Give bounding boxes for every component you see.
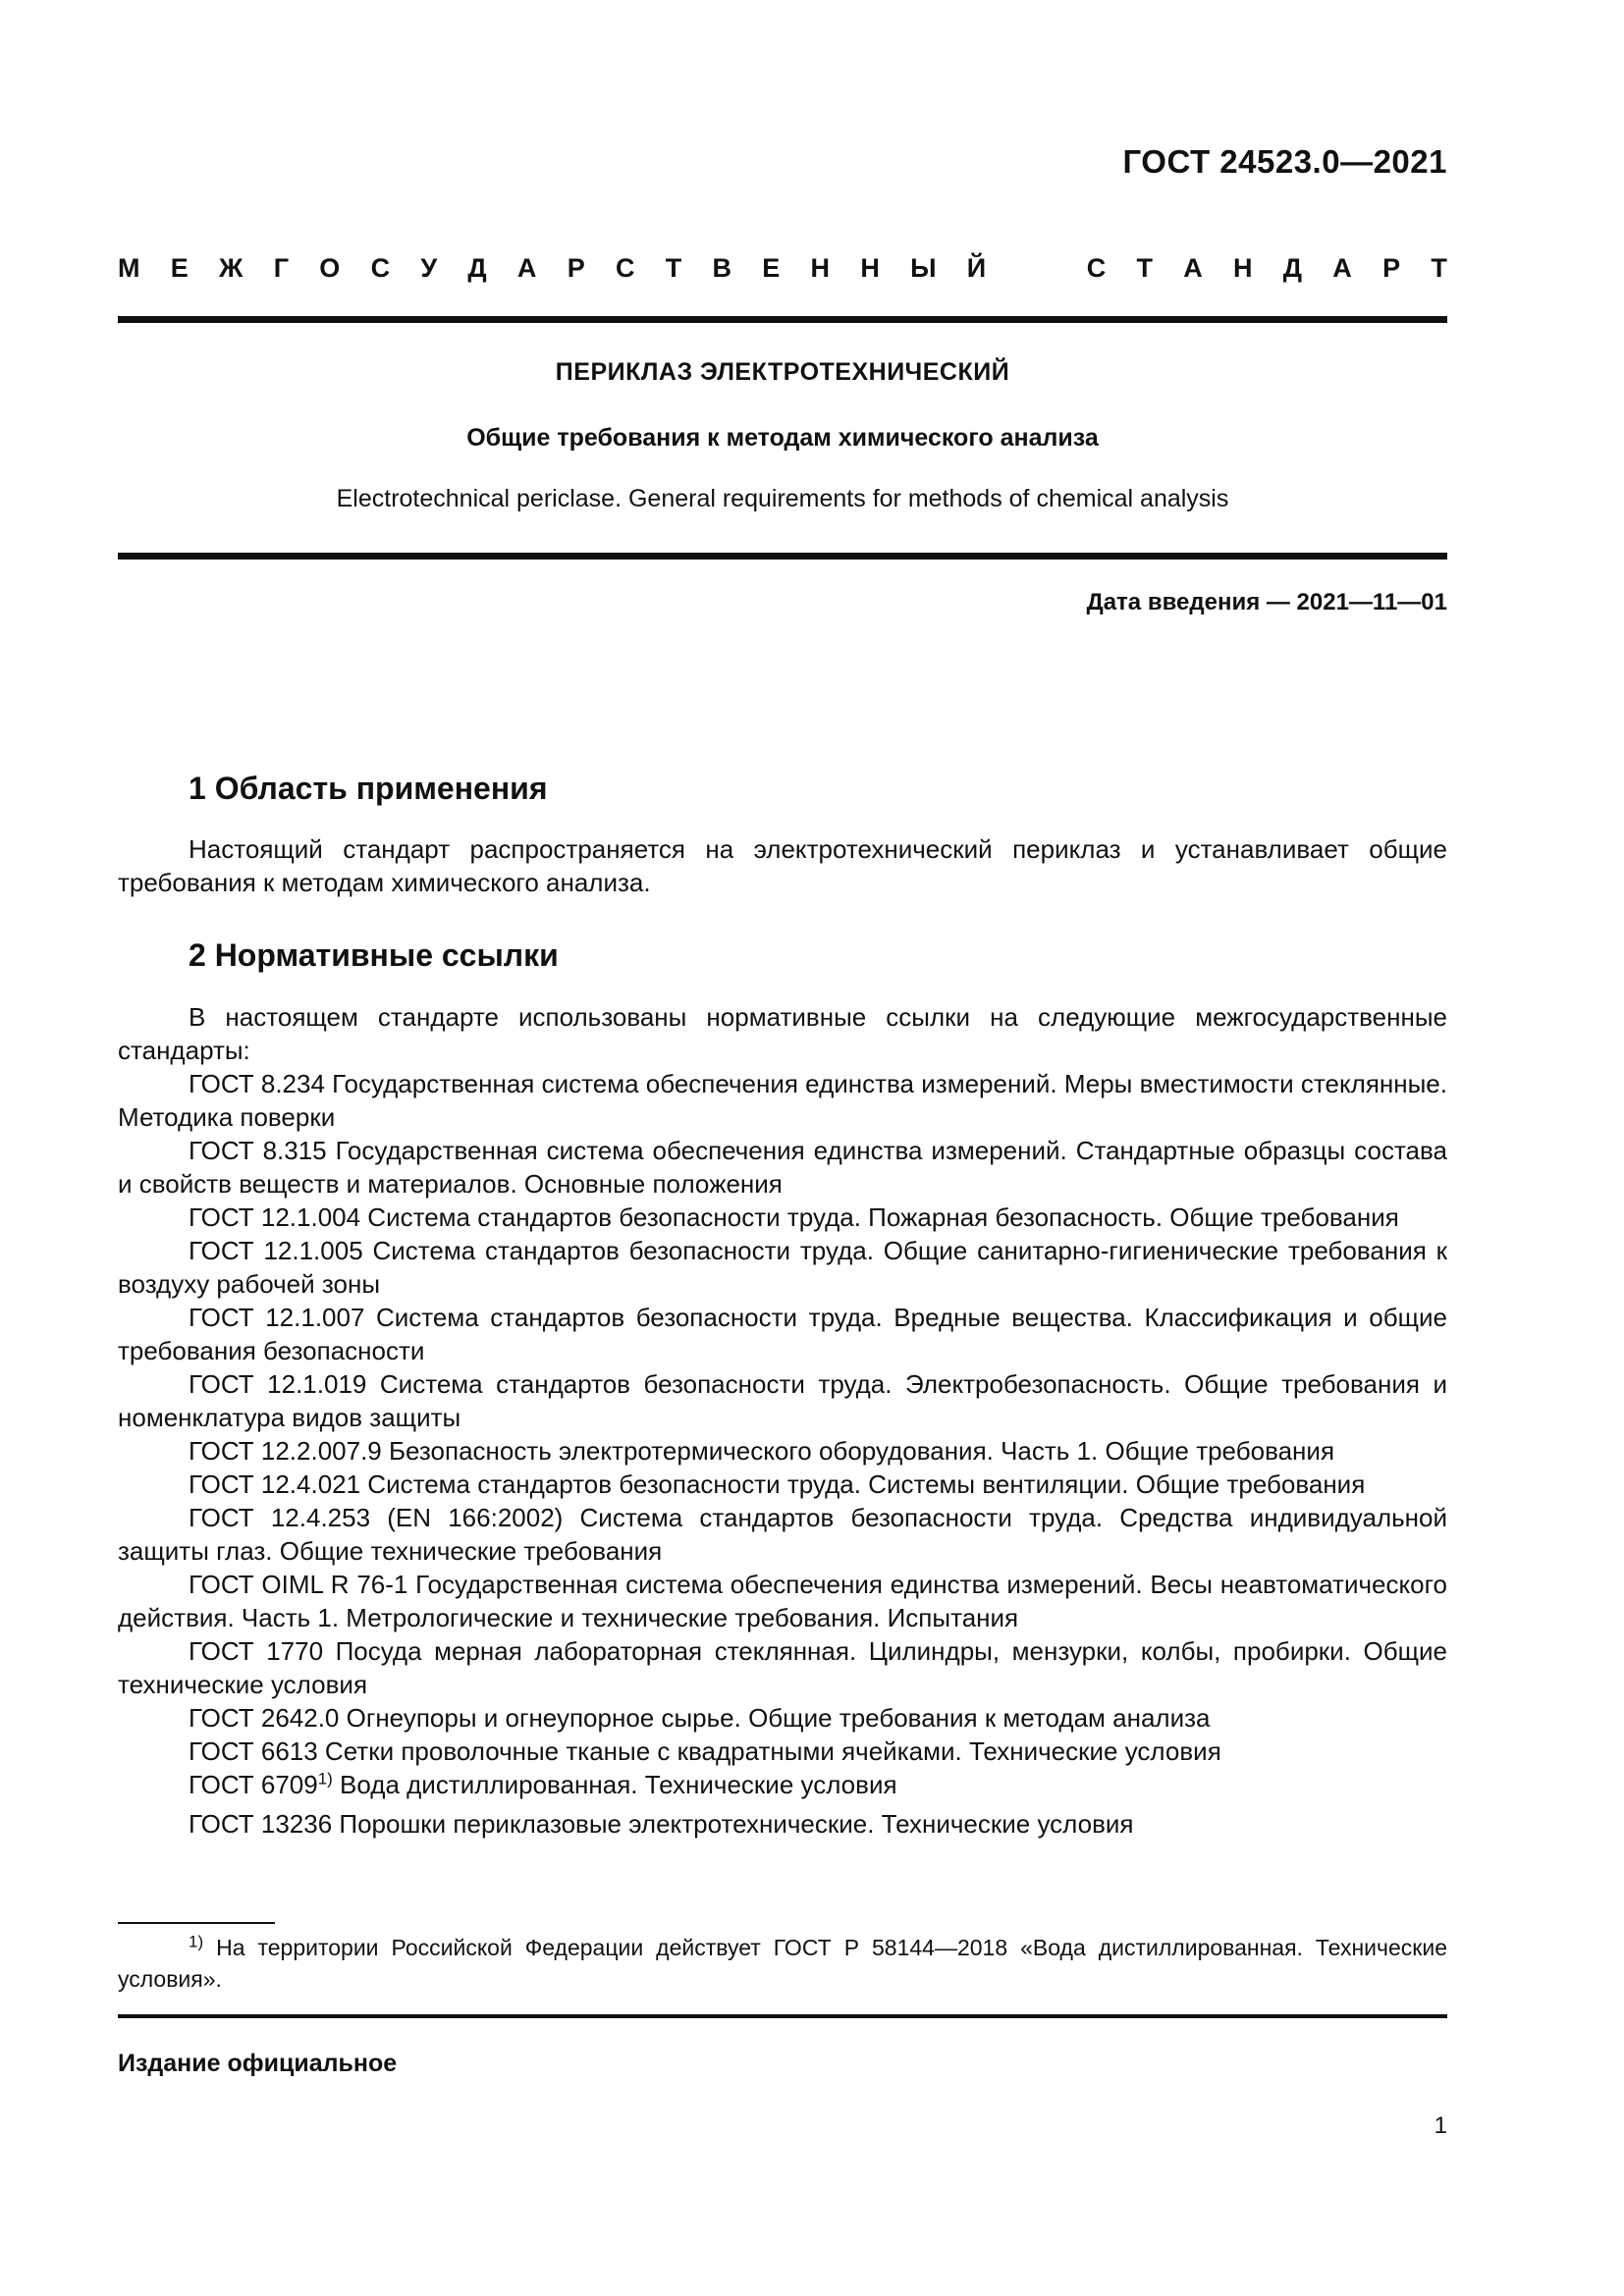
reference-item: ГОСТ 12.4.253 (EN 166:2002) Система стандартов безопасности труда. Средства индивидуальной защиты глаз. Общие технические требования bbox=[118, 1503, 1447, 1566]
banner-letter: Н bbox=[860, 253, 880, 283]
banner-letter: С bbox=[370, 253, 391, 283]
reference-title: Вода дистиллированная. Технические условия bbox=[332, 1770, 897, 1799]
section-2-intro: В настоящем стандарте использованы нормативные ссылки на следующие межгосударственные стандарты: bbox=[118, 1002, 1447, 1065]
banner-letter: Р bbox=[567, 253, 585, 283]
page-number: 1 bbox=[1434, 2112, 1447, 2139]
reference-item: ГОСТ 12.1.005 Система стандартов безопасности труда. Общие санитарно-гигиенические требования к воздуху рабочей зоны bbox=[118, 1236, 1447, 1299]
footnote-mark: 1) bbox=[189, 1932, 204, 1951]
reference-item: ГОСТ 12.1.007 Система стандартов безопасности труда. Вредные вещества. Классификация и общие требования безопасности bbox=[118, 1303, 1447, 1365]
header-divider bbox=[118, 316, 1447, 323]
document-code: ГОСТ 24523.0—2021 bbox=[1122, 143, 1447, 180]
reference-item: ГОСТ 8.315 Государственная система обеспечения единства измерений. Стандартные образцы состава и свойств веществ и материалов. Основные положения bbox=[118, 1136, 1447, 1199]
banner-letter: О bbox=[319, 253, 341, 283]
official-edition-label: Издание официальное bbox=[118, 2050, 398, 2077]
footnote-reference-mark[interactable]: 1) bbox=[317, 1769, 333, 1789]
banner-letter: Ж bbox=[219, 253, 244, 283]
reference-item: ГОСТ 2642.0 Огнеупоры и огнеупорное сырье. Общие требования к методам анализа bbox=[189, 1703, 1211, 1733]
banner-letter: Д bbox=[1282, 253, 1303, 283]
banner-letter: У bbox=[420, 253, 438, 283]
banner-letter: Д bbox=[467, 253, 487, 283]
reference-item: ГОСТ 13236 Порошки периклазовые электротехнические. Технические условия bbox=[189, 1809, 1134, 1839]
banner-letter: Р bbox=[1382, 253, 1401, 283]
title-divider bbox=[118, 553, 1447, 560]
footnote-paragraph bbox=[118, 1932, 1447, 1995]
banner-letter: Е bbox=[762, 253, 781, 283]
reference-item: ГОСТ OIML R 76-1 Государственная система обеспечения единства измерений. Весы неавтоматического действия. Часть 1. Метрологические и технические требования. Испытания bbox=[118, 1570, 1447, 1632]
reference-item: ГОСТ 12.1.004 Система стандартов безопасности труда. Пожарная безопасность. Общие требования bbox=[189, 1202, 1399, 1232]
banner-letter: Н bbox=[1233, 253, 1253, 283]
banner-letter: Й bbox=[966, 253, 987, 283]
reference-code: ГОСТ 6709 bbox=[189, 1770, 318, 1799]
banner-letter: Т bbox=[665, 253, 682, 283]
footnote bbox=[118, 1932, 1447, 1995]
reference-item: ГОСТ 12.1.019 Система стандартов безопасности труда. Электробезопасность. Общие требования и номенклатура видов защиты bbox=[118, 1369, 1447, 1432]
banner-letter: В bbox=[712, 253, 731, 283]
banner-letter: С bbox=[1086, 253, 1107, 283]
reference-item: ГОСТ 12.2.007.9 Безопасность электротермического оборудования. Часть 1. Общие требования bbox=[189, 1436, 1335, 1466]
section-1-heading: 1 Область применения bbox=[189, 771, 548, 806]
introduction-date: Дата введения — 2021—11—01 bbox=[1086, 589, 1447, 615]
banner-letter: Т bbox=[1136, 253, 1153, 283]
section-1-paragraph: Настоящий стандарт распространяется на электротехнический периклаз и устанавливает общие требования к методам химического анализа. bbox=[118, 834, 1447, 897]
banner-word-gap bbox=[1016, 253, 1056, 284]
reference-item: ГОСТ 1770 Посуда мерная лабораторная стеклянная. Цилиндры, мензурки, колбы, пробирки. Общие технические условия bbox=[118, 1636, 1447, 1699]
banner-letter: С bbox=[615, 253, 635, 283]
reference-item: ГОСТ 6613 Сетки проволочные тканые с квадратными ячейками. Технические условия bbox=[189, 1736, 1221, 1766]
section-2-heading: 2 Нормативные ссылки bbox=[189, 937, 559, 973]
banner-letter: А bbox=[1332, 253, 1352, 283]
section-1-body bbox=[118, 832, 1447, 899]
reference-item: ГОСТ 8.234 Государственная система обеспечения единства измерений. Меры вместимости стеклянные. Методика поверки bbox=[118, 1069, 1447, 1132]
banner-letter: Ы bbox=[910, 253, 937, 283]
reference-item-gost-6709 bbox=[118, 1768, 1447, 1801]
document-subtitle: Общие требования к методам химического анализа bbox=[466, 424, 1099, 452]
footer-divider bbox=[118, 2014, 1447, 2018]
section-2-body bbox=[118, 1000, 1447, 1841]
banner-letter: Е bbox=[170, 253, 189, 283]
document-title: ПЕРИКЛАЗ ЭЛЕКТРОТЕХНИЧЕСКИЙ bbox=[555, 358, 1010, 386]
footnote-separator bbox=[118, 1922, 275, 1924]
reference-item: ГОСТ 12.4.021 Система стандартов безопасности труда. Системы вентиляции. Общие требования bbox=[189, 1469, 1366, 1499]
banner-letter: А bbox=[1183, 253, 1203, 283]
banner-letter: М bbox=[118, 253, 140, 283]
interstate-standard-banner bbox=[118, 253, 1447, 284]
footnote-text: На территории Российской Федерации действует ГОСТ Р 58144—2018 «Вода дистиллированная. Технические условия». bbox=[118, 1935, 1447, 1992]
banner-letter: Т bbox=[1431, 253, 1447, 283]
banner-letter: А bbox=[516, 253, 537, 283]
english-title: Electrotechnical periclase. General requirements for methods of chemical analysis bbox=[336, 485, 1229, 512]
banner-letter: Г bbox=[273, 253, 290, 283]
banner-letter: Н bbox=[810, 253, 831, 283]
